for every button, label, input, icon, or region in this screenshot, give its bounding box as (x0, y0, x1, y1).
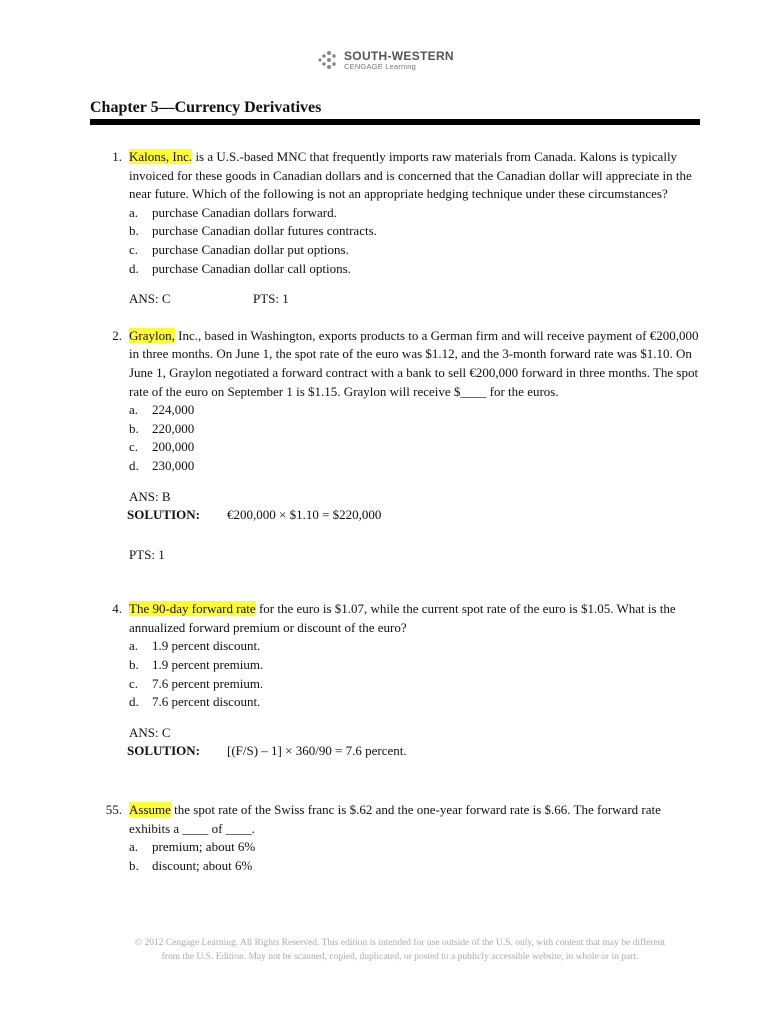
answer-key: ANS: B (129, 488, 171, 504)
choice-text: purchase Canadian dollar call options. (152, 260, 351, 276)
chapter-title: Chapter 5—Currency Derivatives (90, 99, 322, 116)
choice-text: purchase Canadian dollars forward. (152, 204, 337, 220)
copyright-footer (110, 936, 690, 964)
choice-text: discount; about 6% (152, 857, 253, 873)
question-stem (129, 801, 702, 838)
question-1 (90, 148, 702, 309)
question-list (90, 148, 702, 875)
choice-text: 220,000 (152, 420, 195, 436)
highlighted-text: Kalons, Inc. (129, 149, 193, 164)
choice-d (129, 457, 702, 476)
question-number: 2. (112, 327, 122, 343)
choice-a (129, 637, 702, 656)
answer-row (129, 290, 702, 309)
question-number: 55. (105, 802, 122, 818)
choice-letter: d. (129, 457, 139, 473)
solution-text: €200,000 × $1.10 = $220,000 (227, 507, 382, 523)
choice-letter: d. (129, 694, 139, 710)
solution-row (127, 506, 702, 525)
answer-choices (129, 838, 702, 875)
choice-a (129, 401, 702, 420)
choice-text: 1.9 percent premium. (152, 657, 264, 673)
choice-letter: b. (129, 223, 139, 239)
question-stem (129, 327, 702, 401)
choice-text: purchase Canadian dollar put options. (152, 241, 349, 257)
choice-b (129, 857, 702, 876)
choice-letter: b. (129, 420, 139, 436)
question-text: for the euro is $1.07, while the current spot rate of the euro is $1.05. What is the annualized forward premium or discount of the euro? (129, 601, 676, 635)
choice-c (129, 438, 702, 457)
choice-d (129, 693, 702, 712)
solution-label: SOLUTION: (127, 743, 200, 759)
choice-text: 1.9 percent discount. (152, 638, 261, 654)
question-4 (90, 600, 702, 761)
choice-b (129, 222, 702, 241)
choice-text: purchase Canadian dollar futures contracts. (152, 223, 377, 239)
choice-c (129, 241, 702, 260)
choice-letter: c. (129, 241, 139, 257)
choice-letter: c. (129, 439, 139, 455)
choice-b (129, 420, 702, 439)
question-number: 4. (112, 601, 122, 617)
answer-key: ANS: C (129, 291, 171, 307)
choice-c (129, 675, 702, 694)
solution-row (127, 742, 702, 761)
choice-letter: d. (129, 260, 139, 276)
points: PTS: 1 (129, 546, 165, 562)
question-text: is a U.S.-based MNC that frequently imports raw materials from Canada. Kalons is typically invoiced for these goods in Canadian dollars and is concerned that the Canadian dollar will appreciate in the near future. Which of the following is not an appropriate hedging technique under these circumstances? (129, 149, 692, 202)
question-2 (90, 327, 702, 565)
footer-line-1: © 2012 Cengage Learning. All Rights Reserved. This edition is intended for use outside of the U.S. only, with content that may be different (134, 938, 666, 948)
answer-choices (129, 401, 702, 475)
points: PTS: 1 (253, 291, 289, 307)
highlighted-text: The 90-day forward rate (129, 601, 256, 617)
question-number: 1. (112, 149, 122, 164)
solution-text: [(F/S) – 1] × 360/90 = 7.6 percent. (227, 743, 407, 759)
answer-choices (129, 637, 702, 711)
solution-label: SOLUTION: (127, 507, 200, 523)
choice-letter: a. (129, 638, 139, 654)
publisher-logo (316, 50, 454, 71)
choice-letter: a. (129, 204, 139, 220)
choice-letter: a. (129, 402, 139, 418)
choice-letter: b. (129, 657, 139, 673)
question-text: Inc., based in Washington, exports products to a German firm and will receive payment of €200,000 in three months. On June 1, the spot rate of the euro was $1.12, and the 3-month forward rate was $1.10. On June 1, Graylon negotiated a forward contract with a bank to sell €200,000 forward in three months. The spot rate of the euro on September 1 is $1.15. Graylon will receive $____ for the euros. (129, 327, 699, 399)
choice-letter: a. (129, 839, 139, 855)
choice-a (129, 204, 702, 223)
title-rule (90, 119, 700, 125)
answer-key: ANS: C (129, 724, 171, 740)
choice-letter: b. (129, 857, 139, 873)
choice-text: 230,000 (152, 457, 195, 473)
question-stem (129, 600, 702, 637)
highlighted-text: Graylon, (129, 327, 175, 343)
brand-name: SOUTH-WESTERN (344, 49, 454, 63)
footer-line-2: from the U.S. Edition. May not be scanned, copied, duplicated, or posted to a publicly accessible website, in whole or in part. (161, 952, 639, 962)
choice-text: 224,000 (152, 402, 195, 418)
choice-text: 7.6 percent premium. (152, 675, 264, 691)
choice-text: 200,000 (152, 439, 195, 455)
choice-text: 7.6 percent discount. (152, 694, 261, 710)
choice-text: premium; about 6% (152, 839, 256, 855)
choice-b (129, 656, 702, 675)
cengage-logo-icon (316, 50, 340, 70)
question-stem (129, 148, 702, 204)
question-text: the spot rate of the Swiss franc is $.62 and the one-year forward rate is $.66. The forward rate exhibits a ____ of ____. (129, 802, 661, 836)
answer-choices (129, 204, 702, 278)
choice-letter: c. (129, 675, 139, 691)
choice-a (129, 838, 702, 857)
brand-subname: CENGAGE Learning (344, 62, 416, 71)
highlighted-text: Assume (129, 802, 171, 818)
choice-d (129, 260, 702, 279)
answer-row (129, 488, 702, 507)
question-55 (90, 801, 702, 875)
answer-row (129, 724, 702, 743)
